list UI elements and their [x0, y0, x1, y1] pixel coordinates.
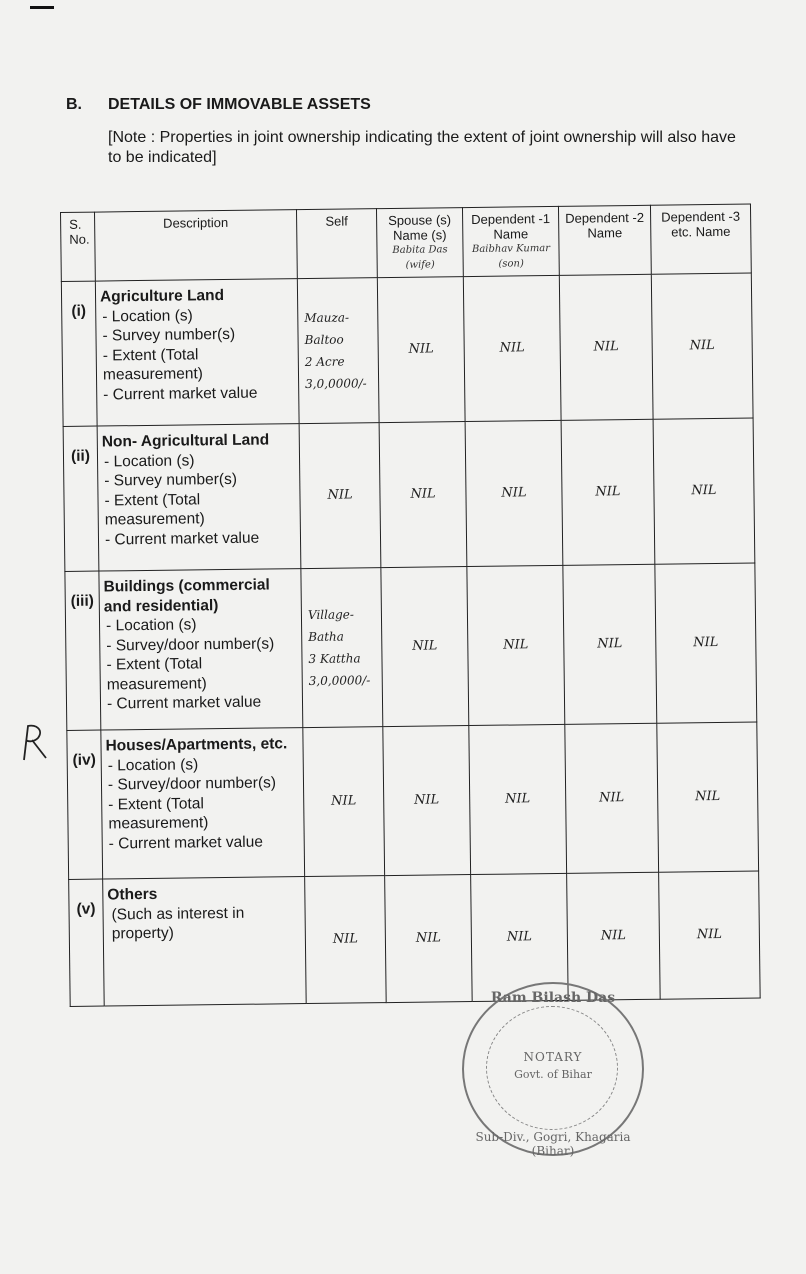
row-number: (i): [61, 281, 97, 426]
dependent-3-value: NIL: [657, 722, 759, 872]
handwritten-line: Mauza-: [304, 310, 350, 326]
row-line: - Extent (Total measurement): [108, 794, 209, 833]
dependent-1-value: NIL: [463, 275, 561, 421]
self-value: NIL: [299, 423, 381, 569]
row-title: Houses/Apartments, etc.: [105, 735, 288, 755]
header-dependent-2: Dependent -2 Name: [558, 205, 651, 275]
table-row: [67, 722, 759, 879]
dependent-2-value: NIL: [565, 723, 659, 873]
dependent-1-value: NIL: [467, 565, 565, 725]
row-line: - Current market value: [106, 693, 262, 713]
row-line: - Survey/door number(s): [106, 634, 275, 654]
dependent-1-value: NIL: [465, 420, 563, 566]
header-dependent-1: [462, 206, 559, 276]
row-line: - Location (s): [102, 306, 193, 325]
row-description: [103, 877, 307, 1006]
row-title: Non- Agricultural Land: [101, 431, 270, 451]
row-line: - Location (s): [103, 451, 195, 470]
header-description: Description: [95, 210, 298, 281]
row-line: - Extent (Total measurement): [102, 345, 204, 384]
header-dependent-3: Dependent -3 etc. Name: [650, 204, 751, 274]
row-line: - Current market value: [103, 384, 258, 403]
spouse-value: NIL: [383, 726, 471, 876]
self-value: [301, 568, 383, 728]
row-line: - Extent (Total measurement): [106, 655, 207, 693]
header-self: Self: [296, 209, 377, 279]
row-line: - Current market value: [108, 833, 264, 852]
row-line: - Survey number(s): [104, 470, 238, 490]
row-number: (v): [69, 879, 105, 1006]
self-value: NIL: [303, 727, 385, 877]
top-dash-mark: [30, 6, 54, 9]
handwritten-line: Baltoo: [304, 332, 344, 348]
row-number: (ii): [63, 426, 99, 571]
row-number: (iii): [65, 571, 101, 730]
header-sno: S. No.: [61, 212, 96, 281]
dependent-3-value: NIL: [655, 563, 757, 723]
row-description: [97, 424, 301, 571]
row-line: - Location (s): [107, 755, 199, 774]
dependent-2-value: NIL: [561, 419, 655, 565]
row-title: Agriculture Land: [99, 287, 225, 306]
row-title: Others: [107, 885, 158, 904]
dependent-2-value: NIL: [567, 872, 661, 1000]
header-dependent-1-label: Dependent -1 Name: [471, 211, 551, 242]
handwritten-line: Village-: [307, 607, 354, 623]
spouse-value: NIL: [377, 277, 465, 423]
table-header-row: [61, 204, 752, 281]
dependent-1-value: NIL: [471, 873, 569, 1001]
self-value: [297, 278, 379, 424]
section-heading: [66, 96, 371, 114]
notary-stamp: [462, 982, 644, 1156]
section-title: DETAILS OF IMMOVABLE ASSETS: [108, 96, 371, 113]
row-line: - Current market value: [104, 529, 260, 548]
row-number: (iv): [67, 730, 103, 879]
table-row: [63, 418, 755, 571]
stamp-govt: Govt. of Bihar: [514, 1068, 592, 1081]
row-title: Buildings (commercial and residential): [103, 576, 270, 615]
handwritten-line: Batha: [308, 629, 344, 644]
immovable-assets-table: [60, 204, 761, 1007]
handwritten-line: 3 Kattha: [308, 651, 361, 666]
dependent-3-value: NIL: [653, 418, 755, 564]
row-description: [99, 569, 303, 730]
header-dependent-1-handwritten: Baibhav Kumar (son): [471, 243, 551, 270]
stamp-name: Ram Bilash Das: [490, 990, 616, 1006]
dependent-3-value: NIL: [651, 273, 753, 419]
dependent-3-value: NIL: [659, 871, 761, 999]
row-line: - Survey number(s): [102, 325, 236, 345]
section-number: B.: [66, 96, 82, 113]
self-value: NIL: [305, 876, 387, 1004]
header-spouse: [376, 208, 463, 278]
initial-mark: [18, 720, 54, 769]
handwritten-line: 3,0,0000/-: [305, 376, 367, 392]
table-row: [61, 273, 753, 426]
spouse-value: NIL: [385, 875, 473, 1003]
row-description: [95, 279, 299, 426]
table-row: [65, 563, 757, 730]
table-row: [69, 871, 761, 1006]
stamp-place: Sub-Div., Gogri, Khagaria (Bihar): [475, 1130, 631, 1158]
row-description: [101, 728, 305, 879]
row-line: - Location (s): [105, 616, 197, 635]
dependent-1-value: NIL: [469, 724, 567, 874]
handwritten-line: 2 Acre: [304, 354, 345, 370]
row-line: (Such as interest in property): [111, 904, 245, 943]
dependent-2-value: NIL: [563, 564, 657, 724]
row-line: - Survey/door number(s): [107, 774, 277, 794]
header-spouse-label: Spouse (s) Name (s): [388, 212, 452, 243]
handwritten-line: 3,0,0000/-: [308, 673, 371, 688]
spouse-value: NIL: [381, 567, 469, 727]
section-note: [Note : Properties in joint ownership indicating the extent of joint ownership will also have to be indicated]: [108, 129, 736, 166]
dependent-2-value: NIL: [559, 274, 653, 420]
stamp-role: NOTARY: [523, 1050, 583, 1064]
row-line: - Extent (Total measurement): [104, 490, 205, 529]
header-spouse-handwritten: Babita Das (wife): [392, 244, 448, 271]
spouse-value: NIL: [379, 422, 467, 568]
